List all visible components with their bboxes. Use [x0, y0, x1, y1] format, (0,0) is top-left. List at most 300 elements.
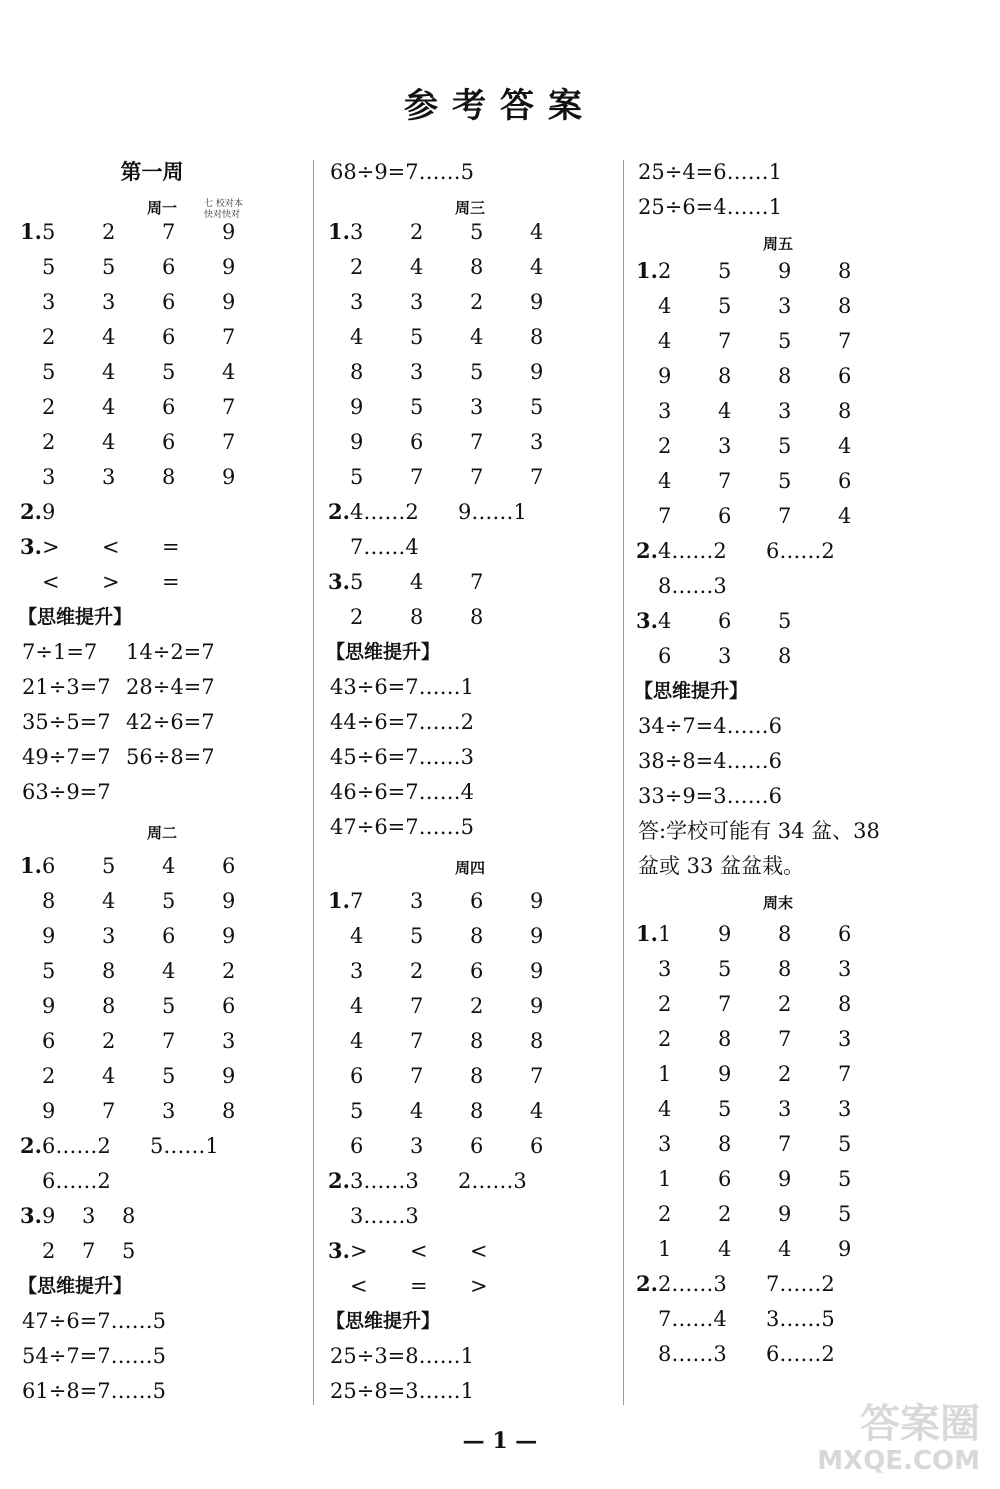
- answer-value: 2: [42, 325, 56, 349]
- answer-value: 5: [778, 434, 792, 458]
- answer-value: 47÷6=7……5: [22, 1309, 166, 1333]
- answer-value: 3: [162, 1099, 176, 1123]
- answer-value: 9: [350, 430, 364, 454]
- answer-value: <: [410, 1239, 428, 1263]
- answer-value: 7: [838, 329, 852, 353]
- answer-value: 4: [102, 430, 116, 454]
- answer-value: 3: [658, 1132, 672, 1156]
- answer-value: 2: [102, 220, 116, 244]
- answer-value: 8: [350, 360, 364, 384]
- answer-value: 25÷4=6……1: [638, 160, 782, 184]
- answer-value: 7: [222, 430, 236, 454]
- answer-value: 8: [718, 364, 732, 388]
- answer-value: 7: [410, 994, 424, 1018]
- answer-value: 2: [658, 434, 672, 458]
- column-divider: [623, 160, 624, 1405]
- answer-value: 5: [718, 1097, 732, 1121]
- answer-value: 5: [162, 360, 176, 384]
- question-number: 1.: [328, 888, 350, 913]
- answer-value: 9: [42, 500, 56, 524]
- question-number: 1.: [20, 853, 42, 878]
- answer-value: 38÷8=4……6: [638, 749, 782, 773]
- answer-value: 7: [410, 1064, 424, 1088]
- answer-value: 6……2: [42, 1134, 111, 1158]
- answer-value: 3: [82, 1204, 96, 1228]
- answer-value: 3: [410, 1134, 424, 1158]
- answer-value: 4: [410, 255, 424, 279]
- answer-value: 5: [102, 255, 116, 279]
- answer-value: 25÷3=8……1: [330, 1344, 474, 1368]
- answer-value: 盆或 33 盆盆栽。: [638, 854, 805, 878]
- answer-value: <: [102, 535, 120, 559]
- answer-value: 5: [718, 259, 732, 283]
- day-heading-text: 周一: [146, 199, 177, 217]
- answer-value: 45÷6=7……3: [330, 745, 474, 769]
- answer-value: 14÷2=7: [126, 640, 215, 664]
- answer-value: 6: [162, 325, 176, 349]
- answer-value: 7……4: [658, 1307, 727, 1331]
- answer-value: 35÷5=7: [22, 710, 111, 734]
- stamp-note: 快对快对: [204, 210, 241, 220]
- answer-value: 8: [102, 994, 116, 1018]
- answer-value: 7: [658, 504, 672, 528]
- page-title: 参考答案: [404, 86, 596, 126]
- answer-value: 6: [162, 290, 176, 314]
- answer-value: 8: [778, 364, 792, 388]
- answer-value: <: [350, 1274, 368, 1298]
- answer-value: 2: [222, 959, 236, 983]
- answer-value: >: [350, 1239, 368, 1263]
- answer-value: 5: [410, 395, 424, 419]
- answer-value: >: [42, 535, 60, 559]
- answer-value: 4: [162, 959, 176, 983]
- answer-value: 5: [530, 395, 544, 419]
- answer-value: 9: [222, 220, 236, 244]
- answer-value: 7: [778, 504, 792, 528]
- column-divider: [313, 160, 314, 1405]
- answer-value: 5: [42, 360, 56, 384]
- answer-value: 2: [658, 992, 672, 1016]
- answer-value: 7: [470, 465, 484, 489]
- answer-value: 5: [718, 957, 732, 981]
- answer-value: 4: [778, 1237, 792, 1261]
- question-number: 3.: [20, 1203, 42, 1228]
- answer-value: 2: [658, 1027, 672, 1051]
- answer-value: 8: [778, 922, 792, 946]
- answer-value: 25÷8=3……1: [330, 1379, 474, 1403]
- answer-value: =: [162, 570, 180, 594]
- answer-value: 8: [470, 255, 484, 279]
- thinking-heading: 【思维提升】: [18, 1275, 133, 1297]
- answer-value: 6……2: [766, 539, 835, 563]
- answer-value: >: [102, 570, 120, 594]
- answer-value: 9: [778, 259, 792, 283]
- answer-value: 3: [350, 290, 364, 314]
- answer-value: 7: [838, 1062, 852, 1086]
- answer-value: 2……3: [658, 1272, 727, 1296]
- answer-value: 4: [102, 889, 116, 913]
- answer-value: 2: [470, 994, 484, 1018]
- answer-value: 6: [162, 255, 176, 279]
- answer-value: 3: [838, 1027, 852, 1051]
- answer-value: 3……3: [350, 1204, 419, 1228]
- answer-value: 8: [838, 259, 852, 283]
- answer-value: 49÷7=7: [22, 745, 111, 769]
- answer-value: 42÷6=7: [126, 710, 215, 734]
- answer-value: 9: [530, 994, 544, 1018]
- answer-value: 3: [530, 430, 544, 454]
- watermark: [817, 1402, 980, 1476]
- answer-value: <: [470, 1239, 488, 1263]
- answer-value: 44÷6=7……2: [330, 710, 474, 734]
- answer-value: 3: [658, 399, 672, 423]
- answer-value: 6: [42, 1029, 56, 1053]
- answer-value: 8: [222, 1099, 236, 1123]
- answer-value: 3: [102, 924, 116, 948]
- answer-value: 54÷7=7……5: [22, 1344, 166, 1368]
- answer-value: 5: [102, 854, 116, 878]
- answer-value: 8: [838, 294, 852, 318]
- answer-value: 1: [658, 922, 672, 946]
- question-number: 1.: [328, 219, 350, 244]
- answer-value: 4: [162, 854, 176, 878]
- answer-value: 4……2: [658, 539, 727, 563]
- answer-value: 9: [42, 1204, 56, 1228]
- answer-value: 6: [350, 1134, 364, 1158]
- answer-value: 5: [838, 1167, 852, 1191]
- question-number: 3.: [328, 569, 350, 594]
- answer-value: 6: [838, 364, 852, 388]
- answer-value: 3……3: [350, 1169, 419, 1193]
- answer-value: 8: [778, 644, 792, 668]
- answer-value: 6: [658, 644, 672, 668]
- day-heading-text: 周四: [454, 859, 485, 877]
- answer-value: 8: [102, 959, 116, 983]
- page-number: — 1 —: [462, 1428, 538, 1454]
- answer-value: 9: [222, 924, 236, 948]
- answer-value: 7: [410, 1029, 424, 1053]
- answer-value: 5: [350, 570, 364, 594]
- answer-value: 2: [718, 1202, 732, 1226]
- answer-value: 8: [718, 1027, 732, 1051]
- answer-value: 4: [530, 255, 544, 279]
- answer-value: 5: [470, 220, 484, 244]
- answer-value: >: [470, 1274, 488, 1298]
- answer-value: 4: [350, 1029, 364, 1053]
- answer-value: 7: [102, 1099, 116, 1123]
- answer-value: 5: [162, 994, 176, 1018]
- watermark-logo: 答案圈: [860, 1401, 980, 1447]
- answer-value: 8: [470, 605, 484, 629]
- question-number: 2.: [636, 538, 658, 563]
- answer-value: 6: [838, 469, 852, 493]
- question-number: 3.: [636, 608, 658, 633]
- answer-value: 8……3: [658, 1342, 727, 1366]
- answer-value: 28÷4=7: [126, 675, 215, 699]
- answer-value: 3: [778, 399, 792, 423]
- answer-value: 8: [470, 924, 484, 948]
- question-number: 3.: [20, 534, 42, 559]
- answer-value: 68÷9=7……5: [330, 160, 474, 184]
- answer-value: 9: [838, 1237, 852, 1261]
- answer-value: 61÷8=7……5: [22, 1379, 166, 1403]
- answer-value: 2: [42, 395, 56, 419]
- answer-value: 5: [42, 255, 56, 279]
- answer-value: 7: [530, 465, 544, 489]
- answer-value: 5: [350, 465, 364, 489]
- answer-value: 9: [718, 1062, 732, 1086]
- answer-value: 5: [778, 329, 792, 353]
- answer-value: 2……3: [458, 1169, 527, 1193]
- answer-value: 4: [658, 294, 672, 318]
- question-number: 1.: [20, 219, 42, 244]
- answer-value: 7: [410, 465, 424, 489]
- answer-value: 7: [718, 329, 732, 353]
- answer-value: 4: [470, 325, 484, 349]
- answer-value: 6: [718, 609, 732, 633]
- answer-value: 3: [410, 360, 424, 384]
- answer-value: 3: [350, 959, 364, 983]
- answer-value: 6: [470, 889, 484, 913]
- answer-value: 6: [838, 922, 852, 946]
- answer-value: 6: [470, 1134, 484, 1158]
- thinking-heading: 【思维提升】: [326, 641, 441, 663]
- answer-value: 9: [778, 1167, 792, 1191]
- answer-value: 6: [42, 854, 56, 878]
- answer-value: 7: [82, 1239, 96, 1263]
- answer-value: 7: [778, 1132, 792, 1156]
- day-heading-text: 周三: [454, 199, 485, 217]
- answer-value: 4: [658, 1097, 672, 1121]
- answer-value: 2: [778, 1062, 792, 1086]
- answer-value: 7: [350, 889, 364, 913]
- answer-value: 2: [658, 259, 672, 283]
- answer-value: 7: [470, 570, 484, 594]
- answer-value: 3: [718, 644, 732, 668]
- answer-value: 4: [718, 399, 732, 423]
- answer-value: 7: [162, 220, 176, 244]
- answer-value: 5: [350, 1099, 364, 1123]
- answer-value: 1: [658, 1167, 672, 1191]
- answer-value: 5: [42, 959, 56, 983]
- answer-value: 3: [838, 1097, 852, 1121]
- answer-value: 4: [350, 325, 364, 349]
- answer-value: 5: [718, 294, 732, 318]
- answer-value: 3: [350, 220, 364, 244]
- answer-value: 34÷7=4……6: [638, 714, 782, 738]
- answer-value: 9: [222, 1064, 236, 1088]
- answer-value: 2: [410, 220, 424, 244]
- answer-value: 3: [718, 434, 732, 458]
- answer-value: 2: [658, 1202, 672, 1226]
- answer-value: 5: [122, 1239, 136, 1263]
- answer-value: 3: [470, 395, 484, 419]
- answer-value: 5: [162, 889, 176, 913]
- answer-value: 3: [778, 1097, 792, 1121]
- thinking-heading: 【思维提升】: [326, 1310, 441, 1332]
- answer-value: 3: [222, 1029, 236, 1053]
- answer-value: 3: [778, 294, 792, 318]
- answer-value: 3: [410, 290, 424, 314]
- answer-value: 5: [838, 1202, 852, 1226]
- answer-value: 4: [102, 1064, 116, 1088]
- thinking-heading: 【思维提升】: [634, 680, 749, 702]
- answer-value: 2: [350, 255, 364, 279]
- answer-value: 9: [778, 1202, 792, 1226]
- answer-value: 3: [838, 957, 852, 981]
- answer-value: 8: [838, 992, 852, 1016]
- answer-value: 8: [718, 1132, 732, 1156]
- answer-value: 6: [162, 395, 176, 419]
- answer-value: 6……2: [766, 1342, 835, 1366]
- answer-value: 8: [122, 1204, 136, 1228]
- answer-value: 46÷6=7……4: [330, 780, 474, 804]
- answer-value: 47÷6=7……5: [330, 815, 474, 839]
- answer-value: 4: [658, 329, 672, 353]
- answer-value: 2: [410, 959, 424, 983]
- answer-value: 4: [530, 220, 544, 244]
- answer-value: 4……2: [350, 500, 419, 524]
- answer-value: 8: [838, 399, 852, 423]
- answer-value: 5: [410, 325, 424, 349]
- question-number: 2.: [636, 1271, 658, 1296]
- answer-value: 9: [530, 290, 544, 314]
- answer-value: 2: [350, 605, 364, 629]
- answer-value: 3……5: [766, 1307, 835, 1331]
- answer-value: 6: [162, 924, 176, 948]
- answer-value: 8: [470, 1064, 484, 1088]
- question-number: 2.: [20, 1133, 42, 1158]
- answer-value: 1: [658, 1237, 672, 1261]
- answer-value: 4: [658, 469, 672, 493]
- answer-value: 6: [530, 1134, 544, 1158]
- answer-value: 9: [42, 924, 56, 948]
- answer-value: 4: [718, 1237, 732, 1261]
- answer-value: 4: [410, 1099, 424, 1123]
- question-number: 2.: [20, 499, 42, 524]
- answer-value: 5……1: [150, 1134, 219, 1158]
- stamp-note: 七 校对本: [204, 199, 243, 209]
- answer-value: 9: [222, 465, 236, 489]
- answer-value: 7: [778, 1027, 792, 1051]
- answer-value: 7: [718, 469, 732, 493]
- answer-value: 4: [838, 434, 852, 458]
- answer-value: 43÷6=7……1: [330, 675, 474, 699]
- answer-value: 2: [42, 1064, 56, 1088]
- answer-value: 6: [162, 430, 176, 454]
- answer-value: 7: [530, 1064, 544, 1088]
- answer-value: 6: [222, 854, 236, 878]
- answer-value: 8……3: [658, 574, 727, 598]
- question-number: 2.: [328, 1168, 350, 1193]
- answer-value: 6: [718, 1167, 732, 1191]
- answer-value: 33÷9=3……6: [638, 784, 782, 808]
- question-number: 1.: [636, 921, 658, 946]
- thinking-heading: 【思维提升】: [18, 606, 133, 628]
- answer-value: 3: [42, 465, 56, 489]
- answer-value: 7÷1=7: [22, 640, 98, 664]
- answer-value: 9: [530, 360, 544, 384]
- answer-value: 2: [470, 290, 484, 314]
- answer-value: 63÷9=7: [22, 780, 111, 804]
- answer-value: 9: [530, 924, 544, 948]
- answer-value: 4: [222, 360, 236, 384]
- answer-value: 5: [778, 609, 792, 633]
- answer-value: 8: [530, 1029, 544, 1053]
- answer-value: =: [410, 1274, 428, 1298]
- answer-value: 5: [470, 360, 484, 384]
- question-number: 3.: [328, 1238, 350, 1263]
- answer-value: 4: [838, 504, 852, 528]
- question-number: 1.: [636, 258, 658, 283]
- answer-value: 4: [350, 924, 364, 948]
- answer-value: 25÷6=4……1: [638, 195, 782, 219]
- answer-value: 7: [718, 992, 732, 1016]
- day-heading-text: 周末: [762, 894, 793, 912]
- answer-value: 5: [162, 1064, 176, 1088]
- answer-value: 4: [658, 609, 672, 633]
- answer-value: 3: [658, 957, 672, 981]
- answer-value: 9: [350, 395, 364, 419]
- answer-value: 6: [718, 504, 732, 528]
- answer-value: 3: [42, 290, 56, 314]
- answer-value: 4: [102, 395, 116, 419]
- answer-value: 7: [470, 430, 484, 454]
- answer-value: 8: [778, 957, 792, 981]
- answer-value: 9……1: [458, 500, 527, 524]
- answer-value: 5: [778, 469, 792, 493]
- answer-value: 答:学校可能有 34 盆、38: [638, 819, 880, 843]
- answer-value: 3: [102, 465, 116, 489]
- answer-value: 7……2: [766, 1272, 835, 1296]
- answer-value: 6……2: [42, 1169, 111, 1193]
- answer-value: 9: [222, 255, 236, 279]
- answer-value: 56÷8=7: [126, 745, 215, 769]
- answer-value: 6: [222, 994, 236, 1018]
- answer-value: 1: [658, 1062, 672, 1086]
- answer-value: 2: [778, 992, 792, 1016]
- answer-value: =: [162, 535, 180, 559]
- day-heading-text: 第一周: [120, 159, 184, 184]
- answer-value: 5: [838, 1132, 852, 1156]
- answer-value: 8: [470, 1099, 484, 1123]
- answer-value: 2: [42, 1239, 56, 1263]
- answer-value: 6: [350, 1064, 364, 1088]
- answer-value: 4: [102, 325, 116, 349]
- answer-value: 2: [102, 1029, 116, 1053]
- answer-value: 9: [222, 889, 236, 913]
- answer-value: 5: [42, 220, 56, 244]
- answer-value: 8: [470, 1029, 484, 1053]
- answer-value: 6: [470, 959, 484, 983]
- question-number: 2.: [328, 499, 350, 524]
- answer-value: 9: [718, 922, 732, 946]
- answer-value: 8: [530, 325, 544, 349]
- day-heading-text: 周二: [146, 824, 177, 842]
- answer-value: 8: [410, 605, 424, 629]
- answer-value: 4: [102, 360, 116, 384]
- answer-value: 9: [658, 364, 672, 388]
- answer-value: 9: [42, 1099, 56, 1123]
- answer-value: 7: [222, 395, 236, 419]
- answer-value: <: [42, 570, 60, 594]
- answer-value: 2: [42, 430, 56, 454]
- answer-value: 7……4: [350, 535, 419, 559]
- answer-value: 9: [222, 290, 236, 314]
- answer-value: 21÷3=7: [22, 675, 111, 699]
- answer-value: 3: [410, 889, 424, 913]
- answer-value: 9: [42, 994, 56, 1018]
